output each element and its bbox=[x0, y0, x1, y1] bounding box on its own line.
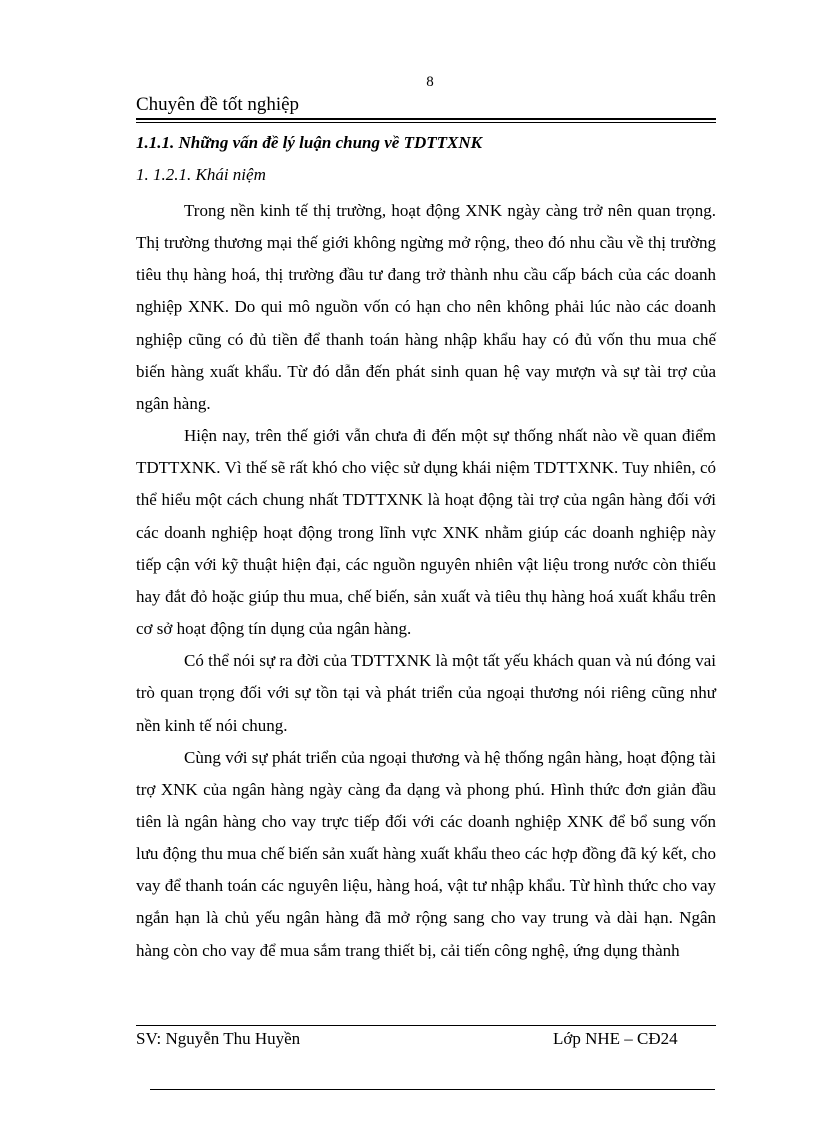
paragraph: Trong nền kinh tế thị trường, hoạt động XNK ngày càng trở nên quan trọng. Thị trường thương mại thế giới không ngừng mở rộng, theo đó nhu cầu về thị trường tiêu thụ hàng hoá, thị trường đầu tư đang trở thành nhu cầu cấp bách của các doanh nghiệp XNK. Do qui mô nguồn vốn có hạn cho nên không phải lúc nào các doanh nghiệp cũng có đủ tiền để thanh toán hàng nhập khẩu hay có đủ vốn thu mua chế biến hàng xuất khẩu. Từ đó dẫn đến phát sinh quan hệ vay mượn và sự tài trợ của ngân hàng. bbox=[136, 201, 716, 413]
paragraph: Cùng với sự phát triển của ngoại thương và hệ thống ngân hàng, hoạt động tài trợ XNK của ngân hàng ngày càng đa dạng và phong phú. Hình thức đơn giản đầu tiên là ngân hàng cho vay trực tiếp đối với các doanh nghiệp XNK để bổ sung vốn lưu động thu mua chế biến sản xuất hàng xuất khẩu theo các hợp đồng đã ký kết, cho vay để thanh toán các nguyên liệu, hàng hoá, vật tư nhập khẩu. Từ hình thức cho vay ngắn hạn là chủ yếu ngân hàng đã mở rộng sang cho vay trung và dài hạn. Ngân hàng còn cho vay để mua sắm trang thiết bị, cải tiến công nghệ, ứng dụng thành bbox=[136, 747, 716, 960]
footer-rule bbox=[136, 1025, 716, 1026]
header-rule-thin bbox=[136, 122, 716, 123]
paragraph: Hiện nay, trên thế giới vẫn chưa đi đến một sự thống nhất nào về quan điểm TDTTXNK. Vì thế sẽ rất khó cho việc sử dụng khái niệm TDTTXNK. Tuy nhiên, có thể hiểu một cách chung nhất TDTTXNK là hoạt động tài trợ của ngân hàng đối với các doanh nghiệp hoạt động trong lĩnh vực XNK nhằm giúp các doanh nghiệp này tiếp cận với kỹ thuật hiện đại, các nguồn nguyên nhiên vật liệu trong nước còn thiếu hay đắt đỏ hoặc giúp thu mua, chế biến, sản xuất và tiêu thụ hàng hoá xuất khẩu trên cơ sở hoạt động tín dụng của ngân hàng. bbox=[136, 426, 716, 639]
footer-student: SV: Nguyễn Thu Huyền bbox=[136, 1029, 301, 1048]
section-heading: 1.1.1. Những vấn đề lý luận chung về TDTTXNK bbox=[136, 133, 482, 152]
page-number: 8 bbox=[426, 74, 434, 90]
footer-class: Lớp NHE – CĐ24 bbox=[553, 1029, 678, 1048]
paragraph: Có thể nói sự ra đời của TDTTXNK là một tất yếu khách quan và nú đóng vai trò quan trọng đối với sự tồn tại và phát triển của ngoại thương nói riêng cũng như nền kinh tế nói chung. bbox=[136, 651, 716, 735]
header-title: Chuyên đề tốt nghiệp bbox=[136, 94, 300, 115]
header-rule-thick bbox=[136, 118, 716, 120]
sub-heading: 1. 1.2.1. Khái niệm bbox=[136, 165, 266, 184]
body-text bbox=[136, 195, 716, 967]
bottom-rule bbox=[150, 1089, 715, 1090]
